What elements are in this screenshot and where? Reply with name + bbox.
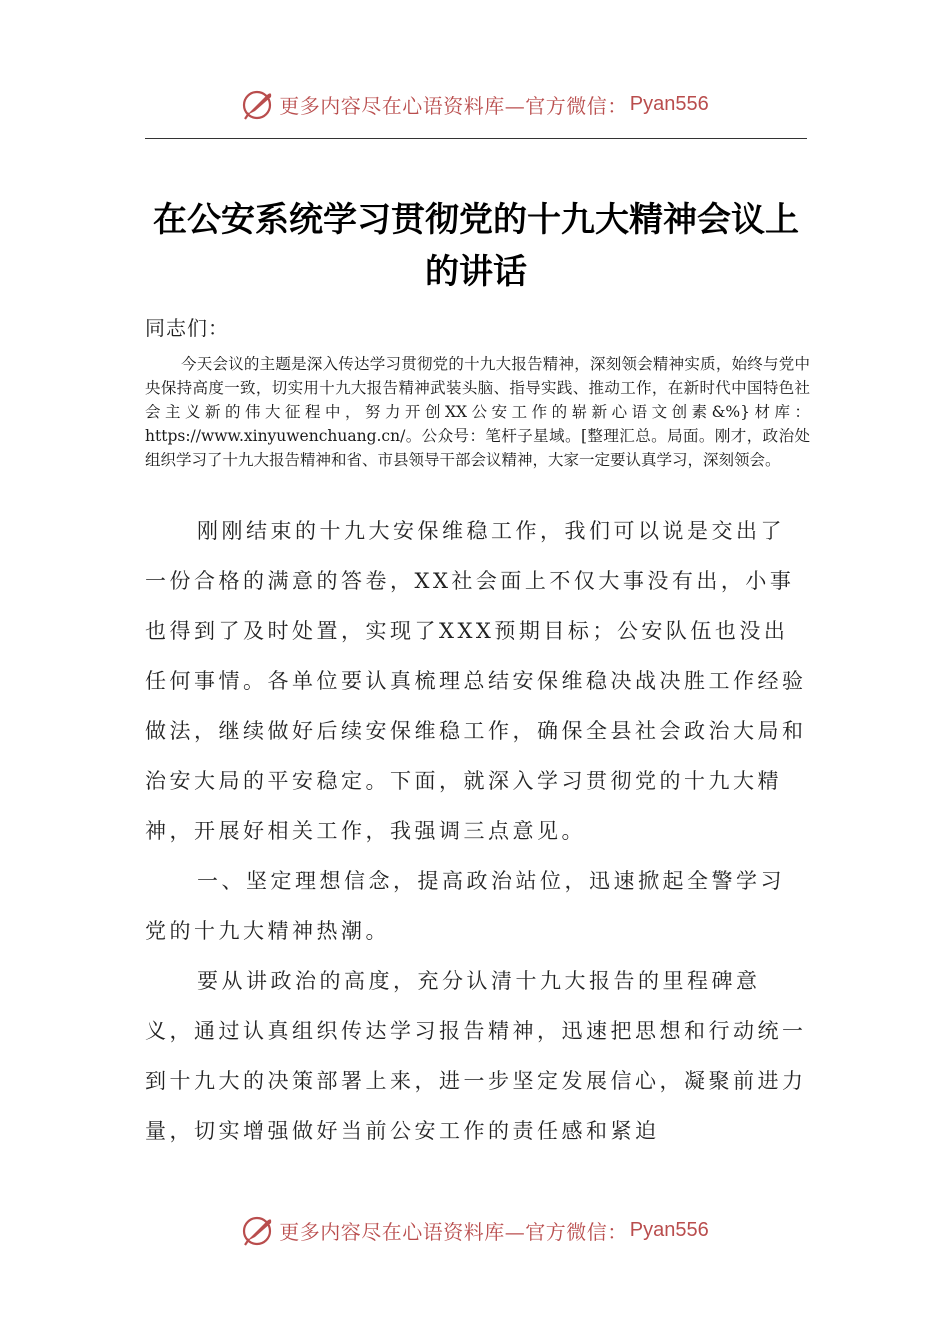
quill-logo-icon	[241, 1213, 275, 1247]
quill-logo-icon	[241, 87, 275, 121]
header-banner	[0, 82, 950, 126]
footer-banner-text: 更多内容尽在心语资料库—官方微信：	[279, 1219, 628, 1244]
document-body	[145, 506, 807, 1156]
salutation: 同志们：	[145, 316, 229, 340]
body-paragraph: 要从讲政治的高度，充分认清十九大报告的里程碑意义，通过认真组织传达学习报告精神，迅速把思想和行动统一到十九大的决策部署上来，进一步坚定发展信心，凝聚前进力量，切实增强做好当前公安工作的责任感和紧迫	[145, 969, 807, 1143]
footer-banner-handle: Pyan556	[629, 1218, 709, 1241]
section-heading: 一、坚定理想信念，提高政治站位，迅速掀起全警学习党的十九大精神热潮。	[145, 869, 785, 943]
body-paragraph: 刚刚结束的十九大安保维稳工作，我们可以说是交出了一份合格的满意的答卷，XX社会面上不仅大事没有出，小事也得到了及时处置，实现了XXX预期目标；公安队伍也没出任何事情。各单位要认真梳理总结安保维稳决战决胜工作经验做法，继续做好后续安保维稳工作，确保全县社会政治大局和治安大局的平安稳定。下面，就深入学习贯彻党的十九大精神，开展好相关工作，我强调三点意见。	[145, 519, 807, 843]
header-banner-handle: Pyan556	[629, 92, 709, 115]
document-title: 在公安系统学习贯彻党的十九大精神会议上的讲话	[153, 200, 799, 292]
header-banner-text: 更多内容尽在心语资料库—官方微信：	[279, 93, 628, 118]
footer-banner	[0, 1208, 950, 1252]
header-divider	[145, 138, 807, 139]
intro-paragraph: 今天会议的主题是深入传达学习贯彻党的十九大报告精神，深刻领会精神实质，始终与党中央保持高度一致，切实用十九大报告精神武装头脑、指导实践、推动工作，在新时代中国特色社会主义新的伟大征程中，努力开创XX公安工作的崭新心语文创素&%}材库：https://www.xinyuwenchuang.cn/。公众号：笔杆子星域。[整理汇总。局面。刚才，政治处组织学习了十九大报告精神和省、市县领导干部会议精神，大家一定要认真学习，深刻领会。	[145, 355, 810, 469]
